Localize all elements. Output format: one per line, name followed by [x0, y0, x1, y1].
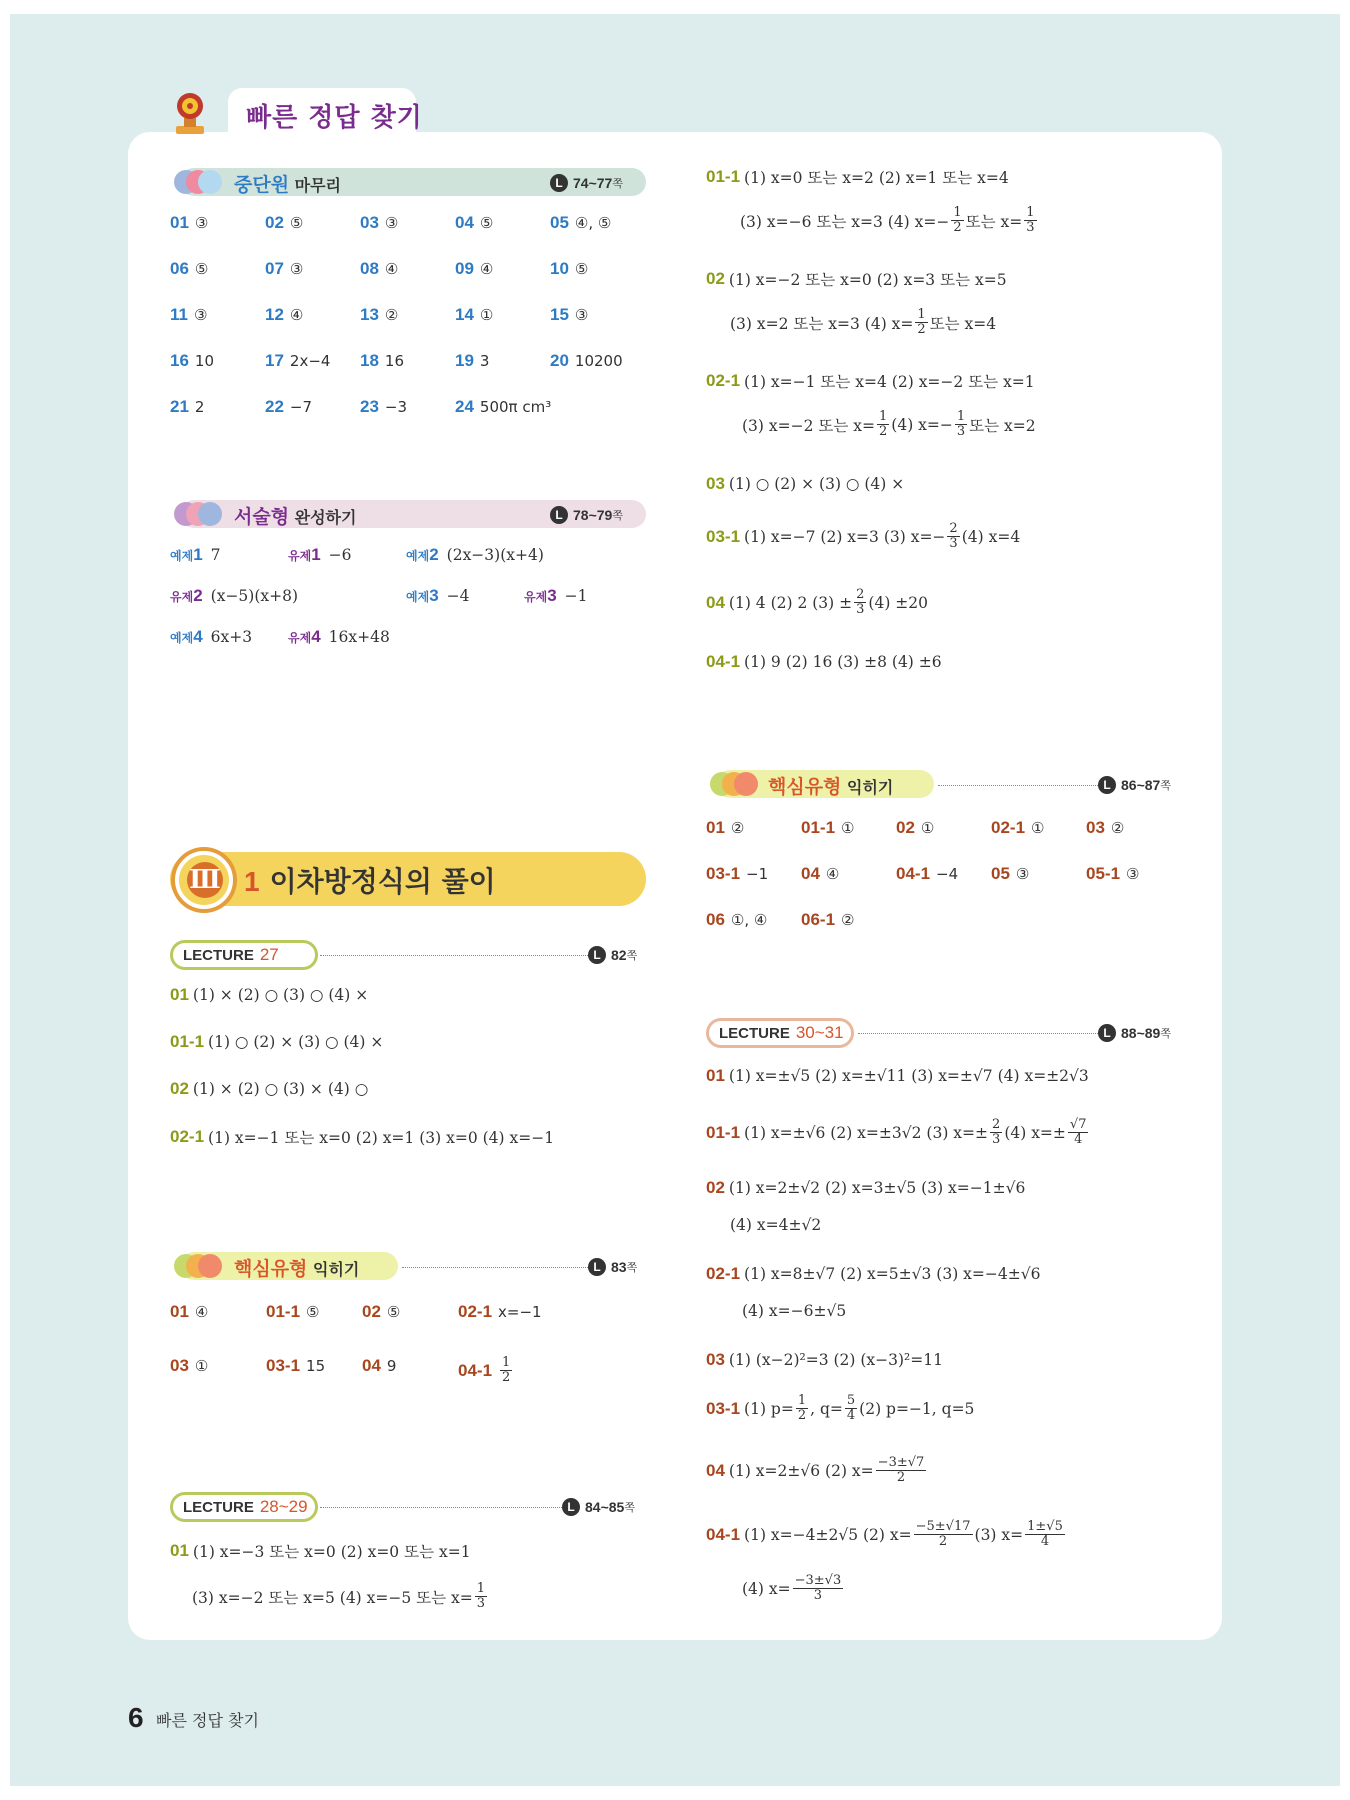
answer-value: ②: [730, 819, 745, 837]
essay-number: 3: [547, 586, 557, 605]
divider: [320, 1507, 562, 1508]
chapter-title: 1 이차방정식의 풀이: [244, 865, 496, 898]
essay-number: 3: [429, 586, 439, 605]
answer-number: 03: [170, 1356, 189, 1375]
answer-value: ⑤: [574, 260, 589, 278]
answer-line: (3) x=−6 또는 x=3 (4) x=− $\frac{1}{2}$ 또는 x= $\frac{1}{3}$: [740, 205, 1035, 235]
answer-number: 08: [360, 259, 379, 278]
answer-item: [362, 1302, 400, 1322]
fraction: [500, 1356, 512, 1385]
answer-value: ③: [194, 214, 209, 232]
answer-number: 04: [362, 1356, 381, 1375]
answer-item: [455, 305, 493, 325]
answer-item: [896, 818, 934, 838]
answer-item: [1086, 864, 1139, 884]
core1-page-ref: L 83 쪽: [588, 1258, 637, 1276]
answer-line: 04 (1) x=2±√6 (2) x= $\frac{-3\pm√7}{2}$: [706, 1455, 925, 1485]
answer-item: [170, 1302, 208, 1322]
essay-value: −1: [564, 587, 588, 605]
answer-line: (4) x=4±√2: [730, 1216, 822, 1234]
answer-line: 02-1 (1) x=8±√7 (2) x=5±√3 (3) x=−4±√6: [706, 1264, 1041, 1283]
answer-value: (1) x=−1 또는 x=0 (2) x=1 (3) x=0 (4) x=−1: [208, 1129, 555, 1147]
answer-value: ③: [1126, 865, 1140, 883]
answer-item: [265, 397, 312, 417]
flower-icon: [706, 766, 760, 802]
answer-item: [360, 305, 398, 325]
answer-item: [1086, 818, 1124, 838]
answer-number: 09: [455, 259, 474, 278]
answer-value: −4: [936, 865, 959, 883]
page-title: 빠른 정답 찾기: [246, 103, 423, 133]
answer-item: [991, 864, 1029, 884]
answer-value: ①: [479, 306, 494, 324]
essay-value: (x−5)(x+8): [210, 587, 299, 605]
essay-value: 7: [210, 546, 221, 564]
answer-number: 03: [360, 213, 379, 232]
answer-value: ①: [841, 819, 855, 837]
answer-number: 16: [170, 351, 189, 370]
answer-line: [170, 1079, 368, 1099]
answer-number: 05: [550, 213, 569, 232]
answer-number: 01: [170, 985, 189, 1004]
answer-line: (4) x=−6±√5: [742, 1302, 847, 1320]
essay-kind: 유제: [288, 548, 312, 563]
answer-number: 18: [360, 351, 379, 370]
answer-number: 03-1: [706, 864, 741, 883]
midunit-page-ref: L 74~77 쪽: [550, 174, 623, 192]
answer-number: 21: [170, 397, 189, 416]
answer-value: ①: [1031, 819, 1045, 837]
answer-item: [170, 1356, 208, 1376]
answer-value: ③: [193, 306, 208, 324]
answer-number: 14: [455, 305, 474, 324]
answer-number: 02-1: [991, 818, 1026, 837]
answer-number: 01-1: [170, 1032, 205, 1051]
essay-kind: 예제: [406, 548, 430, 563]
answer-value: ⑤: [306, 1303, 320, 1321]
answer-line: 03-1 (1) x=−7 (2) x=3 (3) x=− $\frac{2}{3}$ (4) x=4: [706, 521, 1021, 551]
answer-item: [265, 213, 303, 233]
answer-item: [550, 351, 623, 371]
answer-item: [458, 1356, 514, 1385]
answer-item: [458, 1302, 542, 1322]
answer-item: [170, 259, 208, 279]
answer-number: 01: [170, 213, 189, 232]
answer-line: 01 (1) x=−3 또는 x=0 (2) x=0 또는 x=1: [170, 1541, 471, 1561]
divider: [858, 1033, 1098, 1034]
answer-number: 01-1: [266, 1302, 301, 1321]
answer-number: 06-1: [801, 910, 836, 929]
essay-kind: 유제: [288, 630, 312, 645]
core1-title: 핵심유형 익히기: [234, 1258, 360, 1280]
essay-item: [170, 545, 221, 565]
flower-icon: [170, 496, 224, 532]
answer-item: [801, 864, 839, 884]
answer-value: −3: [384, 398, 408, 416]
answer-number: 06: [706, 910, 725, 929]
essay-title: 서술형 완성하기: [234, 506, 357, 528]
answer-value: −7: [289, 398, 313, 416]
midunit-title: 중단원 마무리: [234, 174, 342, 196]
essay-number: 2: [429, 545, 439, 564]
answer-number: 04: [455, 213, 474, 232]
answer-number: 07: [265, 259, 284, 278]
answer-item: [170, 351, 214, 371]
answer-line: [170, 1126, 554, 1148]
answer-value: 16: [384, 352, 405, 370]
answer-line: 04-1 (1) x=−4±2√5 (2) x= $\frac{-5\pm√17}{2}$ (3) x= $\frac{1\pm√5}{4}$: [706, 1519, 1063, 1549]
answer-item: [706, 818, 744, 838]
answer-number: 11: [170, 305, 188, 324]
essay-value: −6: [328, 546, 352, 564]
answer-number: 01: [706, 818, 725, 837]
answer-value: ④, ⑤: [574, 214, 612, 232]
essay-value: (2x−3)(x+4): [446, 546, 544, 564]
core2-title: 핵심유형 익히기: [768, 776, 894, 798]
answer-line: 03 (1) (x−2)²=3 (2) (x−3)²=11: [706, 1350, 943, 1369]
lecture-28-29-page-ref: L 84~85 쪽: [562, 1498, 635, 1516]
fraction-num: 1: [502, 1355, 511, 1370]
answer-item: [455, 397, 551, 417]
answer-item: [455, 351, 489, 371]
answer-number: 15: [550, 305, 569, 324]
answer-value: ②: [1110, 819, 1125, 837]
answer-number: 04: [801, 864, 820, 883]
essay-kind: 예제: [406, 589, 430, 604]
answer-value: ⑤: [386, 1303, 401, 1321]
answer-line: 01-1 (1) x=±√6 (2) x=±3√2 (3) x=± $\frac{2}{3}$ (4) x=± $\frac{√7}{4}$: [706, 1117, 1087, 1147]
answer-number: 22: [265, 397, 284, 416]
answer-value: ④: [289, 306, 304, 324]
answer-line: [170, 1032, 383, 1052]
answer-value: 10200: [574, 352, 623, 370]
answer-number: 05: [991, 864, 1010, 883]
answer-number: 13: [360, 305, 379, 324]
answer-value: 10: [194, 352, 215, 370]
essay-number: 1: [311, 545, 321, 564]
answer-number: 23: [360, 397, 379, 416]
lecture-30-31-page-ref: L 88~89 쪽: [1098, 1024, 1171, 1042]
flower-icon: [170, 1248, 224, 1284]
essay-kind: 예제: [170, 548, 194, 563]
answer-line: 02-1 (1) x=−1 또는 x=4 (2) x=−2 또는 x=1: [706, 371, 1035, 391]
essay-number: 2: [193, 586, 203, 605]
answer-value: ③: [1015, 865, 1030, 883]
lecture-28-29-badge: LECTURE 28~29: [170, 1492, 318, 1522]
answer-item: [455, 259, 493, 279]
answer-value: 2x−4: [289, 352, 331, 370]
answer-number: 04-1: [896, 864, 931, 883]
answer-item: [170, 213, 208, 233]
answer-item: [360, 351, 404, 371]
divider: [938, 785, 1098, 786]
answer-line: (3) x=2 또는 x=3 (4) x= $\frac{1}{2}$ 또는 x=4: [730, 307, 997, 337]
trophy-icon: [172, 92, 208, 136]
answer-number: 03-1: [266, 1356, 301, 1375]
answer-line: 02 (1) x=−2 또는 x=0 (2) x=3 또는 x=5: [706, 269, 1007, 289]
answer-value: ③: [289, 260, 304, 278]
answer-line: 03-1 (1) p= $\frac{1}{2}$ , q= $\frac{5}{4}$ (2) p=−1, q=5: [706, 1393, 975, 1423]
answer-item: [991, 818, 1044, 838]
answer-number: 10: [550, 259, 569, 278]
answer-item: [360, 397, 407, 417]
essay-item: [406, 586, 470, 606]
answer-item: [265, 259, 303, 279]
answer-value: ⑤: [289, 214, 304, 232]
answer-value: ②: [384, 306, 399, 324]
answer-number: 04-1: [458, 1360, 493, 1380]
answer-item: [801, 818, 854, 838]
answer-item: [265, 351, 330, 371]
essay-page-ref: L 78~79 쪽: [550, 506, 623, 524]
essay-item: [288, 627, 390, 647]
answer-item: [170, 305, 207, 325]
answer-number: 24: [455, 397, 474, 416]
essay-kind: 유제: [170, 589, 194, 604]
answer-item: [360, 259, 398, 279]
answer-number: 02-1: [170, 1127, 205, 1146]
answer-line: (3) x=−2 또는 x=5 (4) x=−5 또는 x= $\frac{1}{3}$: [192, 1581, 486, 1611]
lecture-30-31-badge: LECTURE 30~31: [706, 1018, 854, 1048]
chapter-roman: Ⅲ: [187, 862, 223, 898]
fraction-den: 2: [502, 1370, 511, 1385]
answer-item: [706, 864, 768, 884]
answer-value: ④: [479, 260, 494, 278]
footer-title: 빠른 정답 찾기: [156, 1711, 259, 1730]
answer-line: [170, 985, 368, 1005]
answer-item: [362, 1356, 396, 1376]
essay-value: 6x+3: [210, 628, 253, 646]
answer-number: 01: [170, 1302, 189, 1321]
answer-line: (4) x= $\frac{-3\pm√3}{3}$: [742, 1573, 842, 1603]
essay-kind: 유제: [524, 589, 548, 604]
answer-value: ①, ④: [730, 911, 768, 929]
answer-number: 02-1: [458, 1302, 493, 1321]
answer-item: [550, 305, 588, 325]
core2-page-ref: L 86~87 쪽: [1098, 776, 1171, 794]
answer-line: 02 (1) x=2±√2 (2) x=3±√5 (3) x=−1±√6: [706, 1178, 1026, 1197]
essay-value: −4: [446, 587, 470, 605]
answer-value: ⑤: [194, 260, 209, 278]
answer-value: −1: [746, 865, 769, 883]
answer-item: [896, 864, 958, 884]
answer-value: 9: [386, 1357, 397, 1375]
answer-number: 02: [896, 818, 915, 837]
answer-item: [170, 397, 204, 417]
answer-value: (1) ○ (2) × (3) ○ (4) ×: [208, 1033, 384, 1051]
answer-value: x=−1: [498, 1303, 542, 1321]
flower-icon: [170, 164, 224, 200]
answer-item: [550, 213, 611, 233]
answer-number: 17: [265, 351, 284, 370]
essay-item: [170, 627, 252, 647]
essay-item: [288, 545, 352, 565]
answer-value: ⑤: [479, 214, 494, 232]
answer-number: 05-1: [1086, 864, 1121, 883]
answer-value: ④: [384, 260, 399, 278]
divider: [402, 1267, 588, 1268]
essay-number: 1: [193, 545, 203, 564]
answer-value: (1) × (2) ○ (3) ○ (4) ×: [192, 986, 369, 1004]
essay-number: 4: [311, 627, 321, 646]
answer-number: 03: [1086, 818, 1105, 837]
answer-number: 20: [550, 351, 569, 370]
answer-item: [266, 1302, 319, 1322]
essay-item: [524, 586, 588, 606]
essay-kind: 예제: [170, 630, 194, 645]
answer-value: ③: [574, 306, 589, 324]
answer-value: ④: [194, 1303, 209, 1321]
essay-item: [406, 545, 544, 565]
answer-value: ③: [384, 214, 399, 232]
answer-number: 12: [265, 305, 284, 324]
answer-number: 02: [265, 213, 284, 232]
answer-value: ①: [194, 1357, 209, 1375]
answer-line: 01 (1) x=±√5 (2) x=±√11 (3) x=±√7 (4) x=±2√3: [706, 1066, 1089, 1085]
answer-item: [801, 910, 854, 930]
answer-item: [360, 213, 398, 233]
answer-value: 2: [194, 398, 205, 416]
answer-line: 04 (1) 4 (2) 2 (3) ± $\frac{2}{3}$ (4) ±20: [706, 587, 929, 617]
lecture-27-badge: LECTURE 27: [170, 940, 318, 970]
answer-line: 03 (1) ○ (2) × (3) ○ (4) ×: [706, 474, 905, 493]
essay-number: 4: [193, 627, 203, 646]
lecture-27-page-ref: L 82 쪽: [588, 946, 637, 964]
answer-value: ②: [841, 911, 855, 929]
page-number: 6: [128, 1702, 144, 1733]
essay-item: [170, 586, 298, 606]
answer-item: [706, 910, 767, 930]
answer-item: [266, 1356, 325, 1376]
answer-line: 01-1 (1) x=0 또는 x=2 (2) x=1 또는 x=4: [706, 167, 1009, 187]
answer-value: 3: [479, 352, 490, 370]
answer-item: [550, 259, 588, 279]
answer-item: [265, 305, 303, 325]
answer-value: 15: [306, 1357, 326, 1375]
answer-number: 06: [170, 259, 189, 278]
answer-value: 500π cm³: [479, 398, 552, 416]
answer-value: ④: [825, 865, 840, 883]
answer-number: 01-1: [801, 818, 836, 837]
divider: [320, 955, 588, 956]
answer-number: 19: [455, 351, 474, 370]
answer-value: ①: [920, 819, 935, 837]
answer-value: (1) × (2) ○ (3) × (4) ○: [192, 1080, 369, 1098]
essay-value: 16x+48: [328, 628, 390, 646]
answer-line: 04-1 (1) 9 (2) 16 (3) ±8 (4) ±6: [706, 652, 942, 671]
answer-number: 02: [362, 1302, 381, 1321]
answer-item: [455, 213, 493, 233]
answer-number: 02: [170, 1079, 189, 1098]
answer-line: (3) x=−2 또는 x= $\frac{1}{2}$ (4) x=− $\frac{1}{3}$ 또는 x=2: [742, 409, 1036, 439]
